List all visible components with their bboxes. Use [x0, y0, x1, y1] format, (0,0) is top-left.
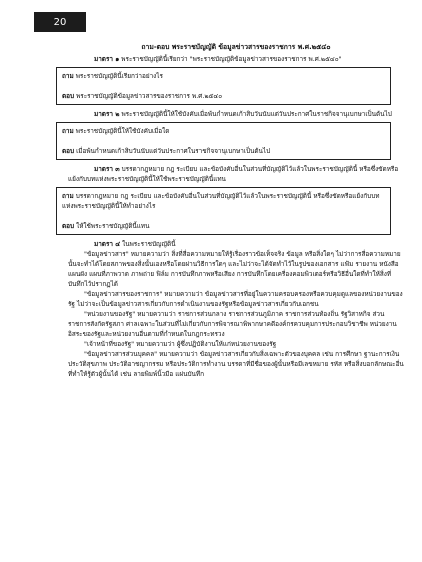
section-1-text: [68, 54, 404, 64]
qa-1-answer-label: ตอบ: [62, 92, 75, 100]
qa-1-question-text: พระราชบัญญัตินี้เรียกว่าอย่างไร: [73, 72, 163, 80]
definition-paragraph: "เจ้าหน้าที่ของรัฐ" หมายความว่า ผู้ซึ่งปฏิบัติงานให้แก่หน่วยงานของรัฐ: [84, 340, 277, 348]
qa-2-question-text: พระราชบัญญัตินี้ให้ใช้บังคับเมื่อใด: [73, 127, 170, 135]
qa-3-question-text: บรรดากฎหมาย กฎ ระเบียบ และข้อบังคับอื่นในส่วนที่บัญญัติไว้แล้วในพระราชบัญญัตินี้ หรือซึ่งขัดหรือแย้งกับบทแห่งพระราชบัญญัตินี้ให้ทำอย่างไร: [62, 192, 380, 210]
definition-paragraph: "ข้อมูลข่าวสาร" หมายความว่า สิ่งที่สื่อความหมายให้รู้เรื่องราวข้อเท็จจริง ข้อมูล หรือสิ่งใดๆ ไม่ว่าการสื่อความหมายนั้นจะทำได้โดยสภาพของสิ่งนั้นเองหรือโดยผ่านวิธีการใดๆ และไม่ว่าจะได้จัดทำไว้ในรูปของเอกสาร แฟ้ม รายงาน หนังสือ แผนผัง แผนที่ภาพวาด ภาพถ่าย ฟิล์ม การบันทึกภาพหรือเสียง การบันทึกโดยเครื่องคอมพิวเตอร์หรือวิธีอื่นใดที่ทำให้สิ่งที่บันทึกไว้ปรากฏได้: [68, 250, 401, 288]
section-1-lead: มาตรา ๑: [94, 55, 120, 63]
section-4-text: [68, 239, 404, 249]
qa-box-1: [56, 67, 391, 105]
section-2-lead: มาตรา ๒: [94, 110, 120, 118]
section-3-body: บรรดากฎหมาย กฎ ระเบียบ และข้อบังคับอื่นในส่วนที่บัญญัติไว้แล้วในพระราชบัญญัตินี้ หรือซึ่งขัดหรือแย้งกับบทแห่งพระราชบัญญัตินี้ให้ใช้พระราชบัญญัตินี้แทน: [68, 165, 399, 183]
qa-box-3: [56, 187, 391, 235]
document-body: [62, 42, 404, 379]
page-number-badge: [34, 12, 86, 32]
section-4-lead: มาตรา ๔: [94, 240, 121, 248]
section-1-body: พระราชบัญญัตินี้เรียกว่า "พระราชบัญญัติข้อมูลข่าวสารของราชการ พ.ศ.๒๕๔๐": [119, 55, 342, 63]
section-3-text: [68, 164, 404, 184]
page-title: ถาม-ตอบ พระราชบัญญัติ ข้อมูลข่าวสารของราชการ พ.ศ.๒๕๔๐: [141, 43, 331, 51]
qa-2-answer-text: เมื่อพ้นกำหนดเก้าสิบวันนับแต่วันประกาศในราชกิจจานุเบกษาเป็นต้นไป: [74, 147, 271, 155]
qa-3-answer-text: ให้ใช้พระราชบัญญัตินี้แทน: [74, 222, 150, 230]
qa-3-question-label: ถาม: [62, 192, 74, 200]
qa-1-question-label: ถาม: [62, 72, 74, 80]
page-number: 20: [53, 16, 67, 28]
section-2-text: [68, 109, 404, 119]
qa-1-question: [62, 71, 385, 81]
definition-paragraph: "ข้อมูลข่าวสารส่วนบุคคล" หมายความว่า ข้อมูลข่าวสารเกี่ยวกับสิ่งเฉพาะตัวของบุคคล เช่น การศึกษา ฐานะการเงิน ประวัติสุขภาพ ประวัติอาชญากรรม หรือประวัติการทำงาน บรรดาที่มีชื่อของผู้นั้นหรือมีเลขหมาย รหัส หรือสิ่งบอกลักษณะอื่นที่ทำให้รู้ตัวผู้นั้นได้ เช่น ลายพิมพ์นิ้วมือ แผ่นบันทึก: [68, 350, 404, 378]
qa-2-question-label: ถาม: [62, 127, 74, 135]
section-3-lead: มาตรา ๓: [94, 165, 120, 173]
qa-3-question: [62, 191, 385, 211]
section-2-body: พระราชบัญญัตินี้ให้ใช้บังคับเมื่อพ้นกำหนดเก้าสิบวันนับแต่วันประกาศในราชกิจจานุเบกษาเป็นต้นไป: [119, 110, 392, 118]
qa-2-answer-label: ตอบ: [62, 147, 75, 155]
qa-3-answer-label: ตอบ: [62, 222, 75, 230]
qa-box-2: [56, 122, 391, 160]
qa-2-question: [62, 126, 385, 136]
qa-1-answer-text: พระราชบัญญัติข้อมูลข่าวสารของราชการ พ.ศ.๒๕๔๐: [74, 92, 223, 100]
qa-1-answer: [62, 91, 385, 101]
qa-3-answer: [62, 221, 385, 231]
definition-paragraph: "ข้อมูลข่าวสารของราชการ" หมายความว่า ข้อมูลข่าวสารที่อยู่ในความครอบครองหรือควบคุมดูแลของหน่วยงานของรัฐ ไม่ว่าจะเป็นข้อมูลข่าวสารเกี่ยวกับการดำเนินงานของรัฐหรือข้อมูลข่าวสารเกี่ยวกับเอกชน: [68, 290, 403, 308]
definition-paragraph: "หน่วยงานของรัฐ" หมายความว่า ราชการส่วนกลาง ราชการส่วนภูมิภาค ราชการส่วนท้องถิ่น รัฐวิสาหกิจ ส่วนราชการสังกัดรัฐสภา ศาลเฉพาะในส่วนที่ไม่เกี่ยวกับการพิจารณาพิพากษาคดีองค์กรควบคุมการประกอบวิชาชีพ หน่วยงานอิสระของรัฐและหน่วยงานอื่นตามที่กำหนดในกฎกระทรวง: [68, 310, 397, 338]
section-4-body: ในพระราชบัญญัตินี้: [120, 240, 176, 248]
qa-2-answer: [62, 146, 385, 156]
